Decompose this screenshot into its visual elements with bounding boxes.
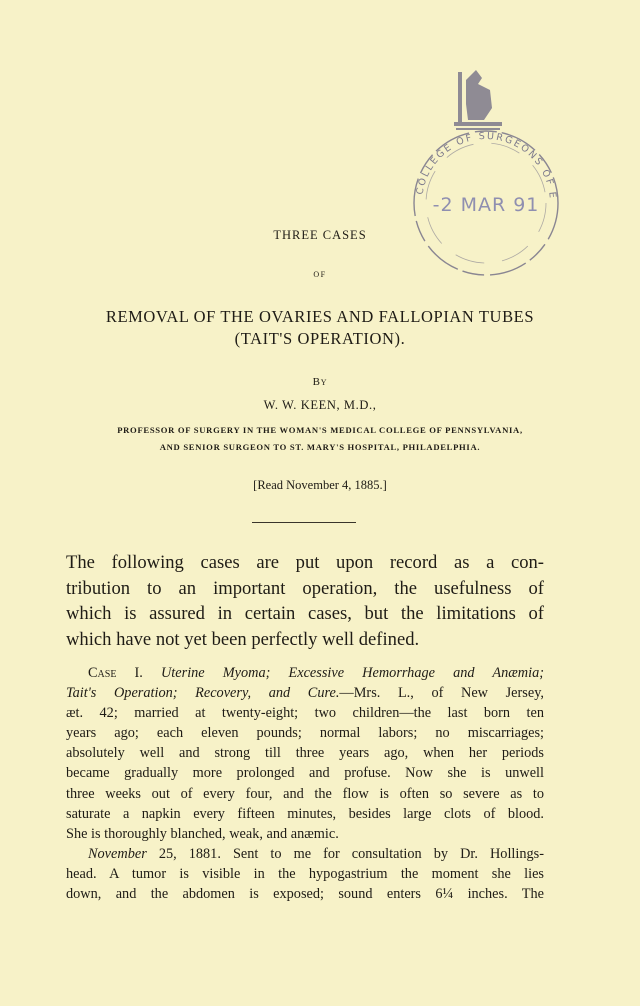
note-line-1 (66, 844, 544, 864)
author-affiliation (0, 422, 640, 456)
case-title-part-b: Tait's Operation; Recovery, and Cure. (66, 685, 340, 702)
case-label: Case I. (88, 665, 143, 681)
note-date-rest: 25, 1881. Sent to me for consultation by Dr. Hollings- (158, 845, 544, 862)
note-line: down, and the abdomen is exposed; sound enters 6¼ inches. The (66, 886, 544, 903)
case-title-part-a: Uterine Myoma; Excessive Hemorrhage and Anæmia; (160, 665, 544, 681)
case-heading-line-2 (66, 683, 544, 703)
case-intro-text: —Mrs. L., of New Jersey, (339, 685, 544, 702)
main-title-line-2: (TAIT'S OPERATION). (234, 329, 406, 348)
case-line: She is thoroughly blanched, weak, and anæmic. (66, 825, 339, 842)
lead-line: which have not yet been perfectly well defined. (66, 628, 420, 650)
case-line: three weeks out of every four, and the flow is often so severe as to (66, 785, 544, 802)
main-title (0, 306, 640, 350)
main-title-line-1: REMOVAL OF THE OVARIES AND FALLOPIAN TUBES (105, 307, 535, 326)
lead-line: The following cases are put upon record as a con- (66, 552, 544, 573)
read-date-note: [Read November 4, 1885.] (253, 478, 387, 492)
lead-paragraph (66, 550, 544, 652)
case-one-text (66, 663, 544, 904)
library-stamp (398, 68, 573, 283)
title-line-1: THREE CASES (273, 228, 367, 242)
case-line: years ago; each eleven pounds; normal labors; no miscarriages; (66, 725, 544, 742)
case-line: saturate a napkin every fifteen minutes, besides large clots of blood. (66, 805, 544, 822)
crest-emblem (454, 70, 502, 130)
note-date-month: November (88, 845, 147, 862)
section-divider (252, 522, 356, 523)
case-line: æt. 42; married at twenty-eight; two children—the last born ten (66, 705, 544, 722)
library-stamp-graphic (398, 68, 573, 283)
case-line: became gradually more prolonged and profuse. Now she is unwell (66, 765, 544, 782)
lead-line: tribution to an important operation, the usefulness of (66, 577, 544, 599)
note-line: head. A tumor is visible in the hypogastrium the moment she lies (66, 865, 544, 882)
affiliation-line-2: AND SENIOR SURGEON TO ST. MARY'S HOSPITAL, PHILADELPHIA. (159, 442, 481, 452)
title-of: OF (313, 270, 327, 279)
author-name: W. W. KEEN, M.D., (263, 398, 377, 412)
byline-label: By (312, 376, 328, 388)
stamp-ring-text: COLLEGE OF SURGEONS OF E (414, 130, 559, 201)
stamp-date: -2 MAR 91 (432, 194, 540, 216)
case-heading-line-1 (66, 663, 544, 683)
lead-line: which is assured in certain cases, but the limitations of (66, 603, 544, 624)
case-line: absolutely well and strong till three years ago, when her periods (66, 745, 544, 762)
affiliation-line-1: PROFESSOR OF SURGERY IN THE WOMAN'S MEDICAL COLLEGE OF PENNSYLVANIA, (117, 425, 523, 435)
